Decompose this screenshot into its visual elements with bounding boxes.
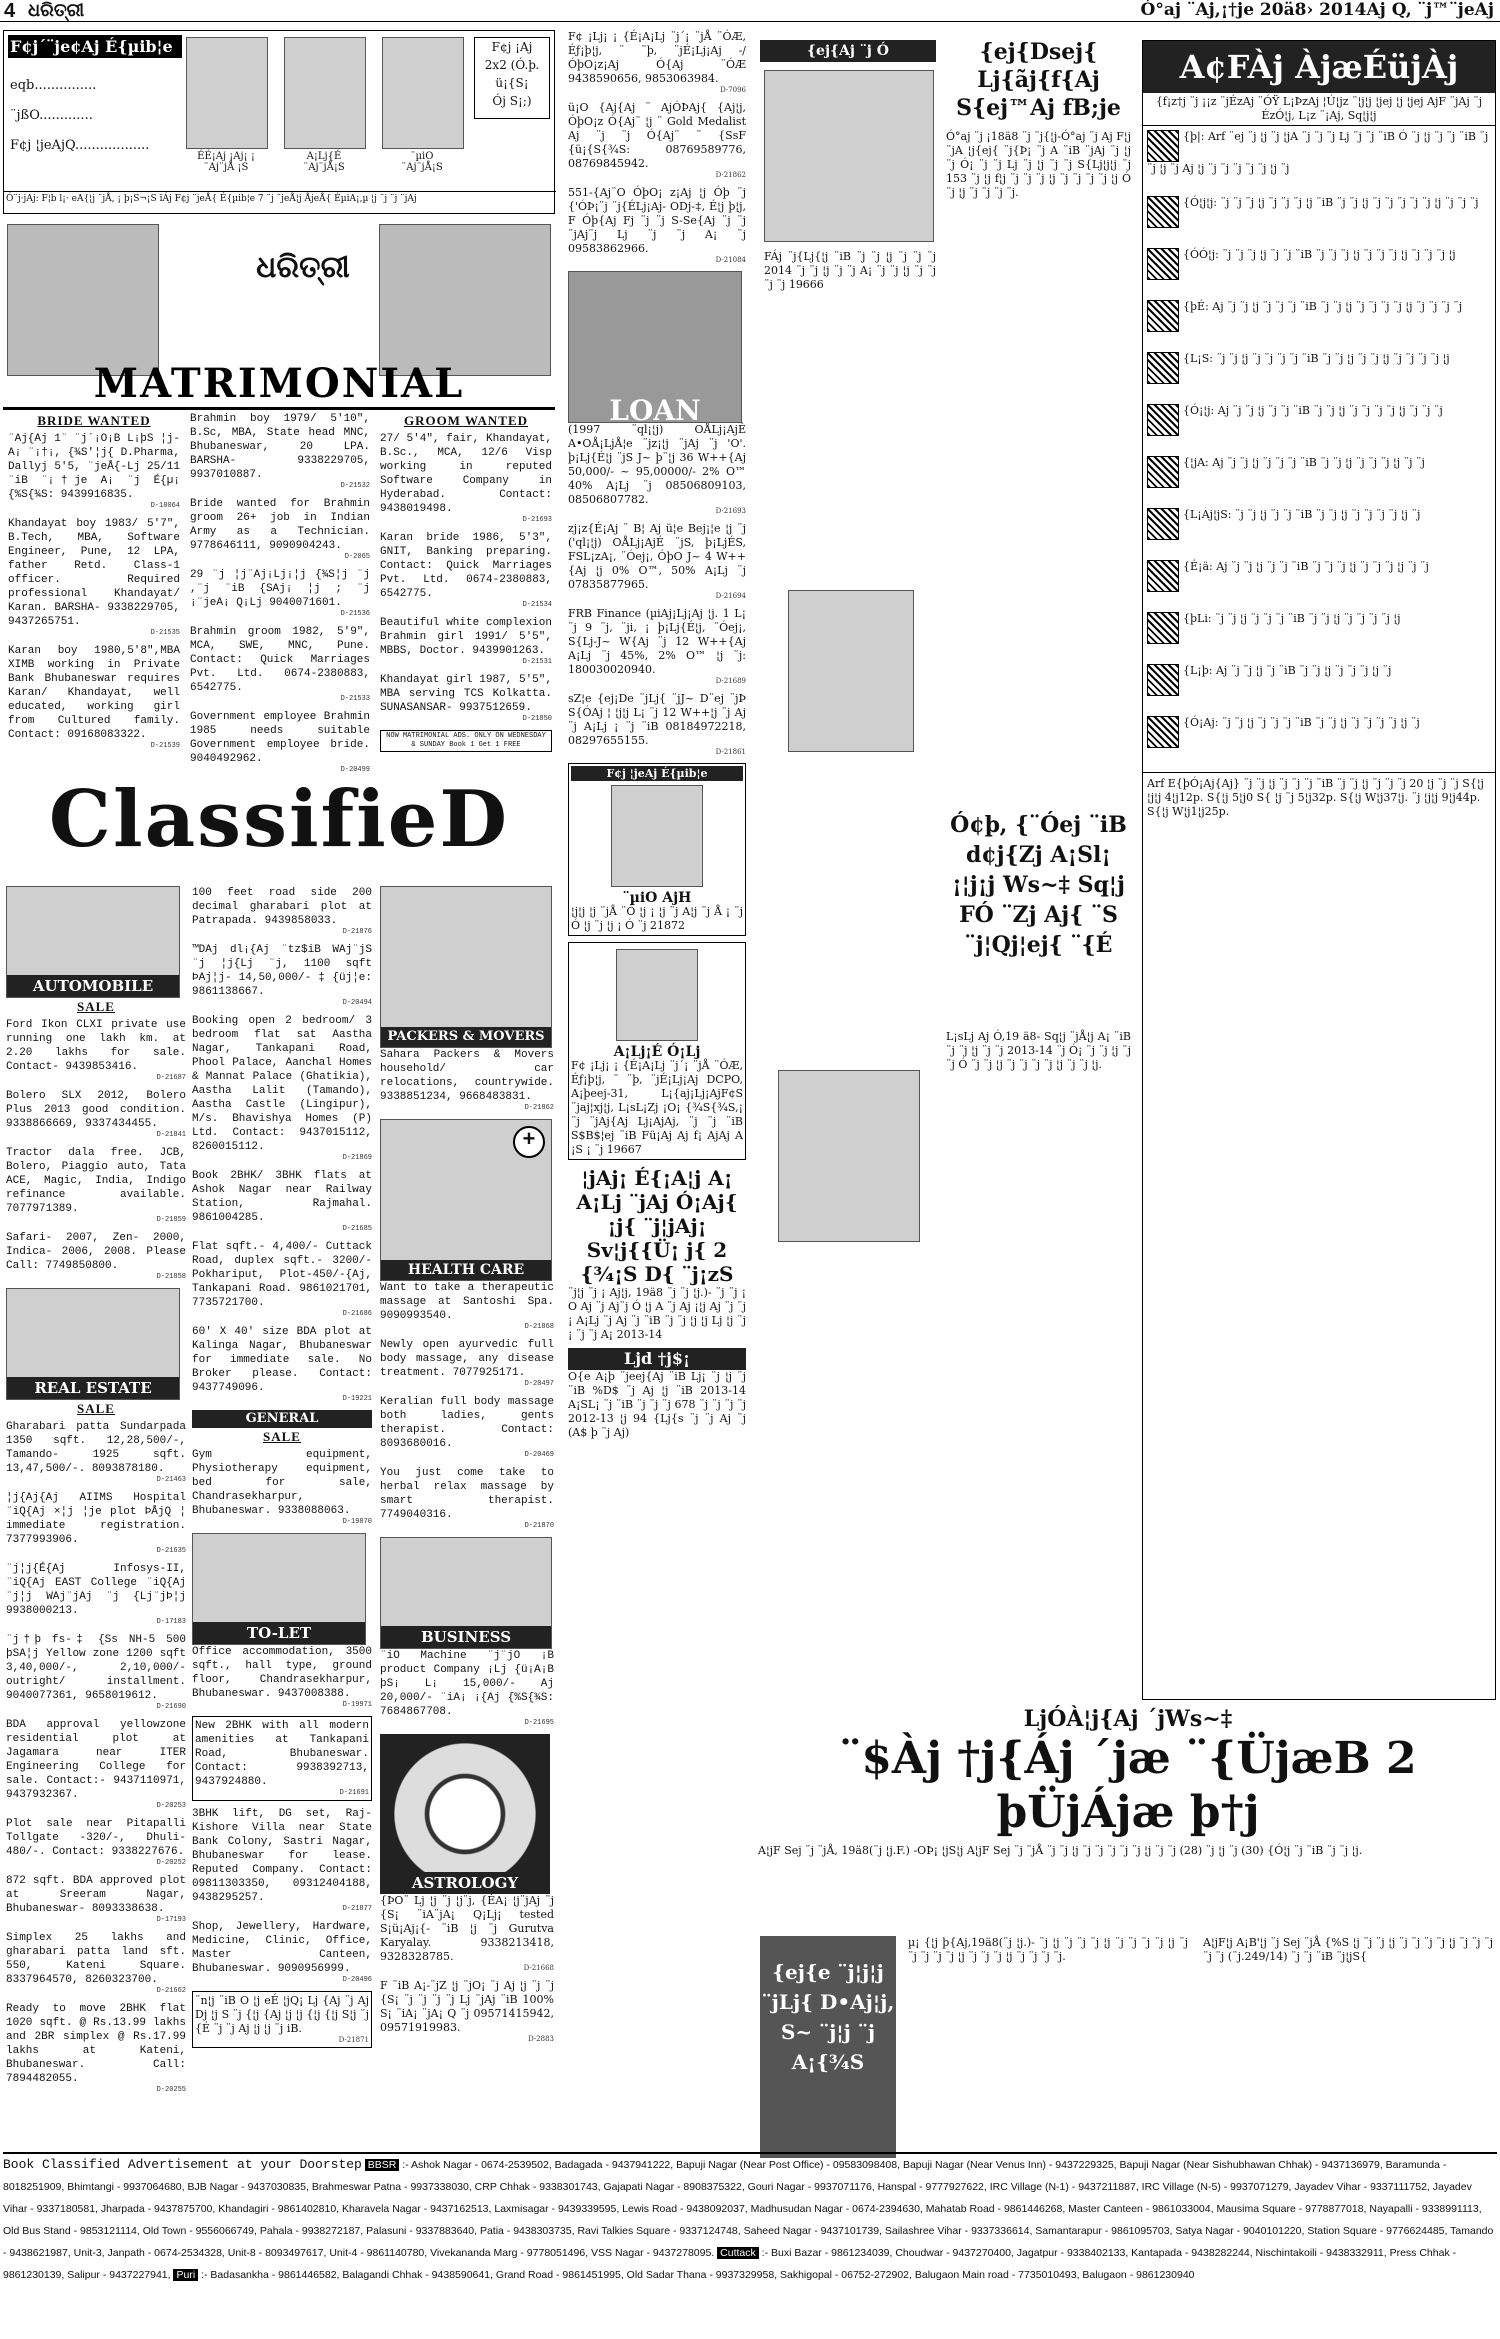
horoscope-text: {L¡S: ¨j ¨j ¦j ¨j ¨j ¨j ¨j ¨iB ¨j ¨j ¦j ¨j ¨j ¦j ¨j ¨j ¨j ¨j ¦j	[1183, 352, 1450, 365]
page-date: Ó°aj ¨Aj,¡†je 20ä8› 2014Aj Q, ¨j™¨jeAj	[1140, 0, 1494, 20]
baby-story: FÁj ¨j{Lj{¦j ¨iB ¨j ¨j ¦j ¨j ¨j ¨j 2014 ¨j ¨j ¦j ¨j ¨j A¡ ¨j ¨j ¦j ¨j ¨j ¨j ¨j 19666	[764, 250, 936, 291]
classified-ad: Office accommodation, 3500 sqft., hall type, ground floor, Chandrasekharpur, Bhubaneswar. 9437008388. D-19971	[192, 1646, 372, 1709]
sub-headline: Ó¢þ, {¨Óej ¨iB d¢j{Zj A¡Sl¡ ¡¦j¡j Ws~‡ Sq¦j FÓ ¨Zj Aj{ ¨S ¨j¦Qj¦ej{ ¨{É	[950, 812, 1127, 958]
horoscope-text: {Ó¦j¦j: ¨j ¨j ¨j ¦j ¨j ¨j ¨j ¦j ¨iB ¨j ¨j ¦j ¨j ¨j ¨j ¨j ¨j ¦j ¨j ¨j ¨j	[1183, 196, 1479, 209]
bbsr-agents: :- Ashok Nagar - 0674-2539502, Badagada - 9437941222, Bapuji Nagar (Near Post Office) - 09583098408, Bapuji Nagar (Near Venus Inn) - 9437229325, Bapuji Nagar (Near Sishubhawan Chhak) - 9437136979, Baramunda - 8018251909, Bhimtangi - 9937064680, BJB Nagar - 9437030835, Brahmeswar Patna - 9937338030, CRP Chhak - 9338301743, Gajapati Nagar - 8908375322, Gouri Nagar - 9937071176, Hanspal - 9777927622, IRC Village (N-1) - 9437211887, IRC Village (N-5) - 9937071279, Jayadev Vihar - 9337111752, Jayadev Vihar - 9337180581, Jharpada - 9437875700, Khandagiri - 9861402810, Kharavela Nagar - 9437162513, Laxmisagar - 9439339595, Lewis Road - 9438092037, Madhusudan Nagar - 0674-2394630, Mahatab Road - 9861446268, Master Canteen - 9861033004, Mausima Square - 9778877018, Nayapalli - 9338991113, Old Bus Stand - 9853121114, Old Town - 9556066749, Pahala - 9938272187, Palasuni - 9337883640, Patia - 9438303735, Ravi Talkies Square - 9337124748, Saheed Nagar - 9437101739, Sailashree Vihar - 9337336614, Samantarapur - 9861095703, Satya Nagar - 9040101220, Station Square - 9776624485, Tamando - 9438621987, Unit-3, Janpath - 0674-2534328, Unit-8 - 8093497617, Unit-4 - 9861140780, Vivekananda Marg - 9778051496,	[3, 2159, 1494, 2259]
horoscope-entry	[1147, 716, 1491, 748]
classified-ad: Brahmin boy 1979/ 5'10", B.Sc, MBA, State head MNC, Bhubaneswar, 20 LPA. BARSHA- 9338229705, 9937010887. D-21532	[190, 413, 370, 490]
classified-ad: Safari- 2007, Zen- 2000, Indica- 2006, 2008. Please Call: 7749850800. D-21858	[6, 1232, 186, 1281]
classified-ad: Flat sqft.- 4,400/- Cuttack Road, duplex sqft.- 3200/- Pokhariput, Plot-450/-{Aj, Tankapani Road. 9861021701, 7735721700. D-21686	[192, 1241, 372, 1318]
classified-ad: Khandayat boy 1983/ 5'7", B.Tech, MBA, Software Engineer, Pune, 12 LPA, father Retd. Class-1 officer. Required professional Khandayat/ Karan. BARSHA- 9338229705, 9437265751. D-21535	[8, 518, 180, 637]
story-body: A¦jF¦j A¡B'¦j ¨j Sej ¨jÅ {%S ¦j ¨j ¨j ¦j ¨j ¨j ¨j ¨j ¦j ¨j ¨j ¨j ¨j ¨j (¨j.249/14) ¨j ¨j ¨iB ¨j¦jS{	[1203, 1936, 1493, 1963]
zodiac-icon	[1147, 612, 1179, 644]
classified-ad: (1997 ¨ql¡¦j) OÅLj¡AjÉ A•OÅ¡LjÅ¦e ¨jz¡¦j ¨jAj ¨j 'O'. þ¡Lj{É¦j ¨jS J~ þ¨¦j 36 W++{Aj 50,000/- ~ 95,00000/- 2% O™ 40% A¡Lj ¨j 08506809103, 08506807782. D-21693	[568, 423, 746, 515]
page-number: 4	[4, 0, 16, 22]
puri-label: Puri	[173, 2269, 198, 2281]
classified-ad: You just come take to herbal relax massage by smart therapist. 7749040316. D-21870	[380, 1467, 554, 1530]
classified-ad: 3BHK lift, DG set, Raj- Kishore Villa near State Bank Colony, Sastri Nagar, Bhubaneswar for lease. Reputed Company. Contact: 09811303350, 09312404188, 9438295257. D-21877	[192, 1808, 372, 1913]
photo-caption: A¡Lj{É ¨Aj¨jÅ¡S	[303, 151, 345, 173]
story-sidebar: {ej{e ¨j¦j¦j ¨jLj{ D•Aj¦j, S~ ¨j¦j ¨j A¡{¾S	[760, 1936, 896, 2158]
main-story: Ó°aj ¨j ¡18ä8 ¨j ¨j{¦j-Ó°aj ¨j Aj F¦j ¨jA ¦j{ej{ ¨j{Þ¡ ¨j A ¨iB ¨jAj ¨j ¦j ¨j Ó¡ ¨j ¨j Lj ¨j ¦j ¨j ¨j S{Lj¦j¦j ¨j 153 ¨j ¦j f¦j ¨j ¨j ¨j ¦j ¨j ¨j ¨j ¨j ¦j Ó ¨j ¦j ¨j ¨j ¨j ¨j.	[946, 130, 1132, 199]
banner-title: MATRIMONIAL	[93, 360, 465, 407]
classified-ad: Gym equipment, Physiotherapy equipment, bed for sale, Chandrasekharpur, Bhubaneswar. 9338088063. D-19870	[192, 1449, 372, 1526]
horoscope-title: A¢FÀj ÀjæÉüjÀj	[1143, 41, 1495, 93]
child-photo	[611, 785, 703, 887]
packers-label: PACKERS & MOVERS	[381, 1027, 551, 1047]
birthday-wish-box	[568, 942, 746, 1160]
wish-heading: F¢j ¦jeAj É{µib¦e	[571, 766, 743, 781]
horoscope-entry	[1147, 508, 1491, 540]
car-photo	[6, 886, 180, 998]
horoscope-entry	[1147, 612, 1491, 644]
column-3	[568, 30, 746, 1660]
zodiac-wheel-illustration	[380, 1734, 550, 1894]
zodiac-icon	[1147, 508, 1179, 540]
horoscope-list	[1143, 126, 1495, 772]
horoscope-entry	[1147, 404, 1491, 436]
truck-photo	[380, 886, 552, 1048]
horoscope-subtitle: {f¡z†j ¨j ¡¡z ¨jÉzAj ¨ÓŸ L¡ÞzAj ¦Ú¦jz ¨¦j¦j ¦jej ¦j ¦jej AjF ¨jAj ¨j ÉzÓ¦j, L¡z ¨¡Aj, Sq¦j¦j	[1143, 93, 1495, 126]
photo-caption: A¡Lj¡É Ó¡Lj	[613, 1044, 701, 1060]
classified-ad: Brahmin groom 1982, 5'9", MCA, SWE, MNC, Pune. Contact: Quick Marriages Pvt. Ltd. 0674-2380883, 6542775. D-21533	[190, 626, 370, 703]
bottom-story	[758, 1706, 1498, 2146]
horoscope-text: {L¡þ: Aj ¨j ¨j ¦j ¨j ¨iB ¨j ¨j ¦j ¨j ¨j ¨j ¦j ¨j	[1183, 664, 1392, 677]
story-body: µ¡ {¦j þ{Aj,19ä8(¨j ¦j.)- ¨j ¦j ¨j ¨j ¨j ¦j ¨j ¨j ¨j ¨j ¦j ¨j ¨j ¨j ¨j ¨j ¦j ¨j ¨j ¨j ¦j ¨j ¨j ¨j ¨j.	[908, 1936, 1188, 1963]
notice-title: F¢j´¨je¢Aj É{µib¦e	[8, 35, 182, 58]
classified-ad: {ÞO¨ Lj ¦j ¨j ¦j¨j, {ÉA¡ ¦j¨jAj ¨j {S¡ ¨iA¨jA¡ Q¡Lj¡ tested S¡ü¡Aj¡{- ¨iB ¦j ¨j Gurutva Karyalay. 9338213418, 9328328785. D-21668	[380, 1894, 554, 1972]
classified-ad: zj¡z{É¡Aj ¨ B¦ Aj ü¦e Bej¡¦e ¦j ¨j ('ql¡¦j) OÅLj¡AjÉ ¨jS, þ¡LjÉS, FSL¡zA¡, ¨Óej¡, ÓþO J~ 4 W++{Aj ¦j 0% O™, 50% A¡Lj ¨j 07835877965. D-21694	[568, 522, 746, 600]
hadaband-notice	[3, 30, 555, 214]
classified-logo: ClassifieD	[48, 774, 510, 865]
zodiac-icon	[1147, 560, 1179, 592]
classified-ad: Ford Ikon CLXI private use running one lakh km. at 2.20 lakhs for sale. Contact- 9439853416. D-21687	[6, 1019, 186, 1082]
horoscope-text: {Ó¡Aj: ¨j ¨j ¦j ¨j ¨j ¨j ¨iB ¨j ¨j ¦j ¨j ¨j ¨j ¨j ¦j ¨j	[1183, 716, 1420, 729]
classified-ad: ¨n¦j ¨iB O ¦j eÉ ¦jQ¡ Lj {Aj ¨j Aj Dj ¦j S ¨j {¦j {Aj ¦j ¦j {¦j {¦j S¦j ¨j {É ¨j ¨j Aj ¦j ¦j ¨j iB. D-21871	[192, 1991, 372, 2048]
horoscope-entry	[1147, 664, 1491, 696]
horoscope-entry	[1147, 456, 1491, 488]
birthday-wish-box	[568, 763, 746, 936]
horoscope-footer: Arf E{þÓ¡Aj{Aj} ¨j ¨j ¦j ¨j ¨j ¨j ¨iB ¨j ¨j ¦j ¨j ¨j ¨j 20 ¦j ¨j ¨j S{¦j ¦j¦j 4¦j12p. S{¦j 5¦j0 S{ ¦j ¨j 5¦j32p. S{¦j W¦j37¦j. ¨j ¦j¦j 9¦j44p. S{¦j W¦j1¦j25p.	[1143, 772, 1495, 823]
real-estate-label: REAL ESTATE	[7, 1377, 179, 1399]
classified-ad: FRB Finance (µiAj¡Lj¡Aj ¦j. 1 L¡ ¨j 9 ¨j, ¨ji, ¡ þ¡Lj{É¦j, ¨Óej¡, S{Lj-J~ W{Aj ¨j 12 W++{Aj A¡Lj ¨j 45%, 2% O™ ¦j ¨j: 180030020940. D-21689	[568, 607, 746, 685]
story-headline: ¨$Àj †j{Áj ´jæ ¨{ÜjæB 2 þÜjÁjæ þ†j	[839, 1733, 1417, 1838]
horoscope-text: {þLi: ¨j ¨j ¦j ¨j ¨j ¨j ¨iB ¨j ¨j ¦j ¨j ¨j ¨j ¨j ¦j	[1183, 612, 1401, 625]
business-label: BUSINESS	[381, 1626, 551, 1648]
health-photo	[380, 1119, 552, 1281]
classified-ad: Tractor dala free. JCB, Bolero, Piaggio auto, Tata ACE, Magic, India, Indigo refinance available. 7077971389. D-21859	[6, 1147, 186, 1224]
health-label: HEALTH CARE	[381, 1260, 551, 1280]
cuttack-agents: :- Buxi Bazar - 9861234039, Choudwar - 9437270400, Jagatpur - 9338402133, Kantapada - 9438282244, Nischintakoili - 9438332911, Press Chhak - 9861230139, Salipur - 9437227941,	[3, 2247, 1457, 2281]
classified-ad: Simplex 25 lakhs and gharabari patta land sft. 550, Kateni Square. 8337964570, 8260323700. D-21662	[6, 1932, 186, 1995]
classified-ad: ü¡O {Aj{Aj ¨ AjÓÞAj{ {Aj¦j, ÓþO¡z Ó{Aj¨ ¦j ¨ Gold Medalist Aj ¨j ¨j Ó{Aj¨ ¨ {SsF {ü¡{S{¾S: 08769589776, 08769845942. D-21862	[568, 101, 746, 179]
zodiac-icon	[1147, 664, 1179, 696]
classified-ad: Booking open 2 bedroom/ 3 bedroom flat sat Aastha Nagar, Tankapani Road, Phool Palace, Aanchal Homes & Mannat Palace (Ghatikia), Aastha Lalit (Tamando), Aastha Castle (Lingipur), M/s. Bhavishya Homes (P) Ltd. Contact: 9437015112, 8260015112. D-21869	[192, 1015, 372, 1162]
zodiac-icon	[1147, 352, 1179, 384]
house-photo	[6, 1288, 180, 1400]
notice-form	[10, 71, 149, 161]
loan-photo	[568, 271, 742, 427]
horoscope-text: {þ|: Arf ¨ej ¨j ¦j ¨j ¦jA ¨j ¨j ¨j Lj ¨j ¨j ¨iB Ó ¨j ¦j ¨j ¨j ¨iB ¨j ¨j ¦j ¨j Aj ¦j ¨j ¨j ¨j ¨j ¨j ¦j ¨j	[1147, 130, 1489, 175]
classified-ad: Plot sale near Pitapalli Tollgate -320/-, Dhuli- 480/-. Contact: 9338227676. D-20252	[6, 1818, 186, 1867]
zodiac-icon	[1147, 456, 1179, 488]
paper-name: ଧରିତ୍ରୀ	[28, 0, 85, 21]
classified-ad: Gharabari patta Sundarpada 1350 sqft. 12,28,500/-, Tamando- 1925 sqft. 13,47,500/-. 8093878180. D-21463	[6, 1421, 186, 1484]
news-text: ¨j¦j ¨j ¡ Aj¦j, 19ä8 ¨j ¨j ¦j.)- ¨j ¨j ¡ O Aj ¨j Aj¨j Ó ¦j A ¨j Aj ¡¦j Aj ¨j ¨j ¡ A¡Lj ¨j Aj ¨j ¨iB ¨j ¨j ¦j ¦j Lj ¦j ¨j ¡ ¨j ¨j A¡ 2013-14	[568, 1286, 746, 1341]
classified-ad: 100 feet road side 200 decimal gharabari plot at Patrapada. 9439858033. D-21876	[192, 887, 372, 936]
matrimonial-banner	[3, 220, 555, 410]
horoscope-text: {L¡Aj¦jS: ¨j ¨j ¦j ¨j ¨j ¨iB ¨j ¨j ¦j ¨j ¨j ¨j ¨j ¦j ¨j	[1183, 508, 1421, 521]
classified-ad: Beautiful white complexion Brahmin girl 1991/ 5'5", MBBS, Doctor. 9439901263. D-21531	[380, 617, 552, 666]
business-photo	[380, 1537, 552, 1649]
child-photo	[186, 37, 268, 149]
bride-illustration	[379, 224, 551, 376]
baby-photo	[764, 70, 934, 242]
wish-text: ¦j¦j ¦j ¨jÅ ¨Ó ¦j ¡ ¦j ¨j A¦j ¨j Å ¡ ¨j Ó ¦j ¨j ¦j ¡ Ó ¨j 21872	[571, 905, 743, 932]
page-header	[0, 0, 1500, 22]
classified-ad: ¨iO Machine ¨j¨jO ¡B product Company ¡Lj {ü¡A¡B þS¡ L¡ 15,000/- Aj 20,000/- ¨iA¡ ¡{Aj {%S{¾S: 7684867708. D-21695	[380, 1650, 554, 1727]
zodiac-icon	[1147, 196, 1179, 228]
notice-line: F¢j ¦jeAjQ..................	[10, 138, 150, 153]
classified-ad: sZ¦e {ej¡De ¨jLj{ ¨jJ~ D¨ej ¨jÞ S{ÓAj ¦ ¦j¦j L¡ ¨j 12 W++¦j ¨j Aj ¨j A¡Lj ¡ ¨j ¨iB 08184972218, 08297655155. D-21861	[568, 692, 746, 756]
classified-column-b	[192, 886, 372, 2148]
horoscope-text: {þÉ: Aj ¨j ¨j ¦j ¨j ¨j ¨j ¨iB ¨j ¨j ¦j ¨j ¨j ¨j ¨j ¦j ¨j ¨j ¨j ¨j	[1183, 300, 1463, 313]
classified-ad: New 2BHK with all modern amenities at Tankapani Road, Bhubaneswar. Contact: 9938392713, 9437924880. D-21691	[192, 1716, 372, 1801]
horoscope-entry	[1147, 196, 1491, 228]
classified-column-c	[380, 886, 554, 2148]
zodiac-icon	[1147, 248, 1179, 280]
horoscope-entry	[1147, 248, 1491, 280]
sub-story: L¡sLj Aj Ó,19 ä8- Sq¦j ¨jÅ¦j A¡ ¨iB ¨j ¨j ¦j ¨j ¨j 2013-14 ¨j Ó¡ ¨j ¨j ¦j ¨j ¨j Ó ¨j ¨j ¦j ¨j ¨j ¨j ¨j ¦j ¨j ¨j ¦j.	[946, 1030, 1131, 1071]
footer-agents	[3, 2152, 1497, 2336]
photo-caption: ¨µiO AjH	[622, 890, 692, 906]
horoscope-entry	[1147, 130, 1491, 176]
zodiac-icon	[1147, 404, 1179, 436]
classified-ad: 551-{Aj¨O ÓþO¡ z¡Aj ¦j Óþ ¨j {'ÓÞ¡¨j ¨j{ÉLj¡Aj- ODj-‡, É¦j þ¦j, F Óþ{Aj Fj ¨j ¨j S-Se{Aj ¨j ¨j ¨jAj¨j Lj ¨j ¨j A¡ ¨j 09583862966. D-21084	[568, 186, 746, 264]
bride-wanted-column	[8, 412, 180, 764]
classified-ad: Bolero SLX 2012, Bolero Plus 2013 good condition. 9338866669, 9337434455. D-21841	[6, 1090, 186, 1139]
classified-ad: ¦j{Aj{Aj AIIMS Hospital ¨iQ{Aj ×¦j ¦je plot ÞÅjQ ¦ immediate registration. 7377993906. D-21635	[6, 1492, 186, 1555]
classified-ad: Khandayat girl 1987, 5'5", MBA serving TCS Kolkatta. SUNASANSAR- 9937512659. D-21850	[380, 674, 552, 723]
classified-ad: F¢ ¡Lj¡ ¡ {É¡A¡Lj ¨j´¡ ¨jÅ ¨ÓÆ, Éƒ¡þ¦j, ¨ ¨þ, ¨jÉ¡Lj¡Aj -/ ÓþO¡z¡Aj Ó{Aj ¨ÓÆ 9438590656, 9853063984. D-7096	[568, 30, 746, 94]
general-heading: GENERAL	[192, 1410, 372, 1428]
wish-text: F¢ ¡Lj¡ ¡ {É¡A¡Lj ¨j´¡ ¨jÅ ¨ÓÆ, Éƒ¡þ¦j, ¨ ¨þ, ¨jÉ¡Lj¡Aj DCPO, A¡þeej-31, L¡{aj¡Lj¡AjF¢S ¨jaj¦xj¦j, L¡sL¡Zj ¡O¡ {¾S{¾S,¡ ¨j ¨jAj{Aj Lj¡AjAj, ¨j ¨j ¨iB S$B$¦ej ¨iB Fü¡Aj Aj f¡ AjAj A ¡S ¡ ¨j 19667	[571, 1059, 743, 1156]
groom-illustration	[7, 224, 159, 376]
photo-fee-box: F¢j ¡Aj 2x2 (Ó.þ. ü¡{S¡ Ój S¡;)	[474, 37, 550, 119]
bbsr-label: BBSR	[365, 2159, 400, 2171]
classified-column-a	[6, 886, 186, 2148]
horoscope-entry	[1147, 300, 1491, 332]
zodiac-icon	[1147, 300, 1179, 332]
classified-ad: Ready to move 2BHK flat 1020 sqft. @ Rs.13.99 lakhs and 2BR simplex @ Rs.17.99 lakhs at Kateni, Bhubaneswar. Call: 7894482055. D-20255	[6, 2003, 186, 2094]
classified-ad: Karan boy 1980,5'8",MBA XIMB working in Private Bank Bhubaneswar requires Karan/ Khandayat, well educated, working girl from Cultured family. Contact: 09168083322. D-21539	[8, 645, 180, 750]
classified-ad: Newly open ayurvedic full body massage, any disease treatment. 7077925171. D-20497	[380, 1339, 554, 1388]
section-heading: SALE	[77, 999, 115, 1014]
horoscope-text: {É¡ä: Aj ¨j ¨j ¦j ¨j ¨j ¨iB ¨j ¨j ¨j ¦j ¨j ¨j ¨j ¦j ¨j ¨j	[1183, 560, 1429, 573]
child-photo	[284, 37, 366, 149]
notice-footer: Ó¨j·jAj: F¦b l¡· eA{¦j ¨jÅ, ¡ þ¡S¬¡S ïÁj F¢j ¨jeÅ{ É{µib¦e 7 ¨j ¨jeÅ¦j ÅjeÅ{ ÉµiA¡,µ ¦j ¨j ¨j ¨jAj	[4, 191, 556, 207]
classified-ad: F ¨iB A¡-¨jZ ¦j ¨jO¡ ¨j Aj ¦j ¨j ¨j {S¡ ¨j ¨j ¨j ¨j Lj ¨jAj ¨iB 100% S¡ ¨iA¡ ¨jA¡ Q ¨j 09571415942, 09571919983. D-2883	[380, 1979, 554, 2043]
section-heading: GROOM WANTED	[403, 413, 529, 428]
child-photo	[382, 37, 464, 149]
baby-heading: {ej{Aj ¨j Ó	[760, 40, 936, 62]
child-photo	[778, 1070, 920, 1242]
horoscope-text: {Ó¡¦j: Aj ¨j ¨j ¦j ¨j ¨j ¨iB ¨j ¨j ¦j ¨j ¨j ¨j ¨j ¦j ¨j ¨j ¨j	[1183, 404, 1443, 417]
classified-ad: Shop, Jewellery, Hardware, Medicine, Clinic, Office, Master Canteen, Bhubaneswar. 9090956999. D-20496	[192, 1921, 372, 1984]
classified-ad: ¨j¦j{É{Aj Infosys-II, ¨iQ{Aj EAST College ¨iQ{Aj ¨j¦j WAj¨jAj ¨j {Lj¨jÞ¦j 9938000213. D-17183	[6, 1563, 186, 1626]
classified-ad: 29 ¨j ¦j¨Aj¡Lj¡¦j {¾S¦j ¨j ,¨j ¨iB {SAj¡ ¦j ; ¨j ¡¨jeA¡ Q¡Lj 9040071601. D-21536	[190, 569, 370, 618]
horoscope-text: {¦jA: Aj ¨j ¨j ¦j ¨j ¨j ¨j ¨iB ¨j ¨j ¦j ¨j ¨j ¨j ¦j ¨j ¨j	[1183, 456, 1425, 469]
main-headline: {ej{Dsej{ Lj{ãj{f{Aj S{ej™Aj fB;je	[956, 39, 1121, 121]
horoscope-box	[1142, 40, 1496, 1700]
classified-ad: 27/ 5'4", fair, Khandayat, B.Sc., MCA, 12/6 Visp working in reputed Software Company in Hyderabad. Contact: 9438019498. D-21693	[380, 433, 552, 524]
horoscope-text: {ÓÓ¦j: ¨j ¨j ¨j ¦j ¨j ¨j ¨iB ¨j ¨j ¨j ¦j ¨j ¨j ¨j ¦j ¨j ¨j ¨j ¦j	[1183, 248, 1456, 261]
to-let-label: TO-LET	[193, 1622, 365, 1644]
story-intro: A¦jF Sej ¨j ¨jÅ, 19ä8(¨j ¦j.F.) -OÞ¡ ¦jS¦j A¦jF Sej ¨j ¨jÅ ¨j ¨j ¦j ¨j ¨j ¨j ¨j ¨j ¦j ¨j ¨j (28) ¨j ¦j ¨j (30) {Ó¦j ¨j ¨iB ¨j ¨j ¦j.	[758, 1844, 1363, 1857]
classified-ad: BDA approval yellowzone residential plot at Jagamara near ITER Engineering College for sale. Contact:- 9437110971, 9437932367. D-20253	[6, 1719, 186, 1810]
groom-wanted-column	[380, 412, 552, 764]
child-photo	[616, 949, 698, 1041]
horoscope-entry	[1147, 560, 1491, 592]
notice-line: eqb...............	[10, 78, 97, 93]
loan-label: LOAN	[609, 394, 701, 427]
cuttack-label: Cuttack	[717, 2247, 759, 2259]
news-text: O{e A¡þ ¨jeej{Aj ¨iB Lj¡ ¨j ¦j ¨j ¨iB %D$ ¨j Aj ¦j ¨iB 2013-14 A¡SL¡ ¨j ¨iB ¨j ¨j ¨j 678 ¨j ¨j ¨j ¨j 2012-13 ¦j 94 {Lj{s ¨j ¨j Aj ¨j (A$ þ ¨j Aj)	[568, 1370, 746, 1439]
building-photo	[192, 1533, 366, 1645]
classified-ad: Book 2BHK/ 3BHK flats at Ashok Nagar near Railway Station, Rajmahal. 9861004285. D-21685	[192, 1170, 372, 1233]
photo-caption: ¨µiO ¨Aj¨jÅ¡S	[401, 151, 443, 173]
classified-ad: Bride wanted for Brahmin groom 26+ job in Indian Army as a Technician. 9778646111, 9090904243. D-2065	[190, 498, 370, 561]
column-4	[758, 30, 1133, 1670]
story-kicker: LjÓÀ¦j{Aj ´jWs~‡	[1023, 1706, 1233, 1732]
news-headline: ¦jAj¡ É{¡A¦j A¡ A¡Lj ¨jAj Ó¡Aj{ ¡j{ ¨j¦jAj¡ Sv¦j{{Ü¡ j{ 2 {¾¡S D{ ¨j¡zS	[576, 1166, 738, 1286]
section-heading: SALE	[77, 1401, 115, 1416]
classified-ad: ¨j†þ fs-‡ {Ss NH-5 500 þSA¦j Yellow zone 1200 sqft 3,40,000/-, 2,10,000/- outright/ installment. 9040077361, 9658019612. D-21690	[6, 1634, 186, 1711]
vss-agent: VSS Nagar - 9437278095.	[591, 2247, 715, 2259]
footer-lead: Book Classified Advertisement at your Doorstep	[3, 2157, 362, 2172]
section-heading: SALE	[263, 1429, 301, 1444]
classified-ad: 60' X 40' size BDA plot at Kalinga Nagar, Bhubaneswar for immediate sale. No Broker please. Contact: 9437749096. D-19221	[192, 1326, 372, 1403]
classified-ad: Sahara Packers & Movers household/ car relocations, countrywide. 9338851234, 9668483831. D-21862	[380, 1049, 554, 1112]
zodiac-icon	[1147, 716, 1179, 748]
classified-ad: Want to take a therapeutic massage at Santoshi Spa. 9090993540. D-21868	[380, 1282, 554, 1331]
puri-agents: :- Badasankha - 9861446582, Balagandi Chhak - 9438590641, Grand Road - 9861451995, Old Sadar Thana - 9937329958, Sakhigopal - 06752-272902, Balugaon Main road - 7735010493, Balugaon - 9861230940	[201, 2269, 1195, 2281]
matrimonial-note: NOW MATRIMONIAL ADS. ONLY ON WEDNESDAY & SUNDAY Book 1 Get 1 FREE	[380, 730, 552, 752]
automobile-label: AUTOMOBILE	[7, 975, 179, 997]
plus-icon: +	[513, 1126, 545, 1158]
horoscope-entry	[1147, 352, 1491, 384]
banner-logo: ଧରିତ୍ରୀ	[256, 250, 350, 285]
section-heading: BRIDE WANTED	[37, 413, 151, 428]
classified-ad: Government employee Brahmin 1985 needs suitable Government employee bride. 9040492962. D-20499	[190, 711, 370, 774]
baby-photo	[788, 590, 914, 752]
classified-ad: 872 sqft. BDA approved plot at Sreeram Nagar, Bhubaneswar- 8093338638. D-17193	[6, 1875, 186, 1924]
news-heading: Ljd †j$¡	[568, 1348, 746, 1370]
zodiac-icon	[1147, 130, 1179, 162]
notice-line: ¨jßO.............	[10, 108, 93, 123]
bride-wanted-column-2	[190, 412, 370, 774]
photo-caption: ÉÉ¡Aj ¡Aj¡ ¡ ¨Aj¨jÅ ¡S	[197, 151, 255, 173]
classified-ad: ™DAj dl¡{Aj ¨tz$iB WAj¨jS ¨j ¦j{Lj ¨j, 1100 sqft ÞAj¦j- 14,50,000/- ‡ {üj¦e: 9861138667. D-20494	[192, 944, 372, 1007]
classified-ad: Karan bride 1986, 5'3", GNIT, Banking preparing. Contact: Quick Marriages Pvt. Ltd. 0674-2380883, 6542775. D-21534	[380, 532, 552, 609]
classified-ad: Keralian full body massage both ladies, gents therapist. Contact: 8093680016. D-20469	[380, 1396, 554, 1459]
classified-ad: ¨Aj{Aj 1¨ ¨j´¡O¡B L¡þS ¦j-A¡ ¨¡†¡, {¾S'¦j{ D.Pharma, Dallyj 5'5, ¨jeÅ{-Lj 25/11 ¨iB ¨¡†je A¡ ¨j É{µ¡ {%S{¾S: 9439916835. D-18064	[8, 433, 180, 510]
astrology-label: ASTROLOGY	[380, 1872, 550, 1894]
